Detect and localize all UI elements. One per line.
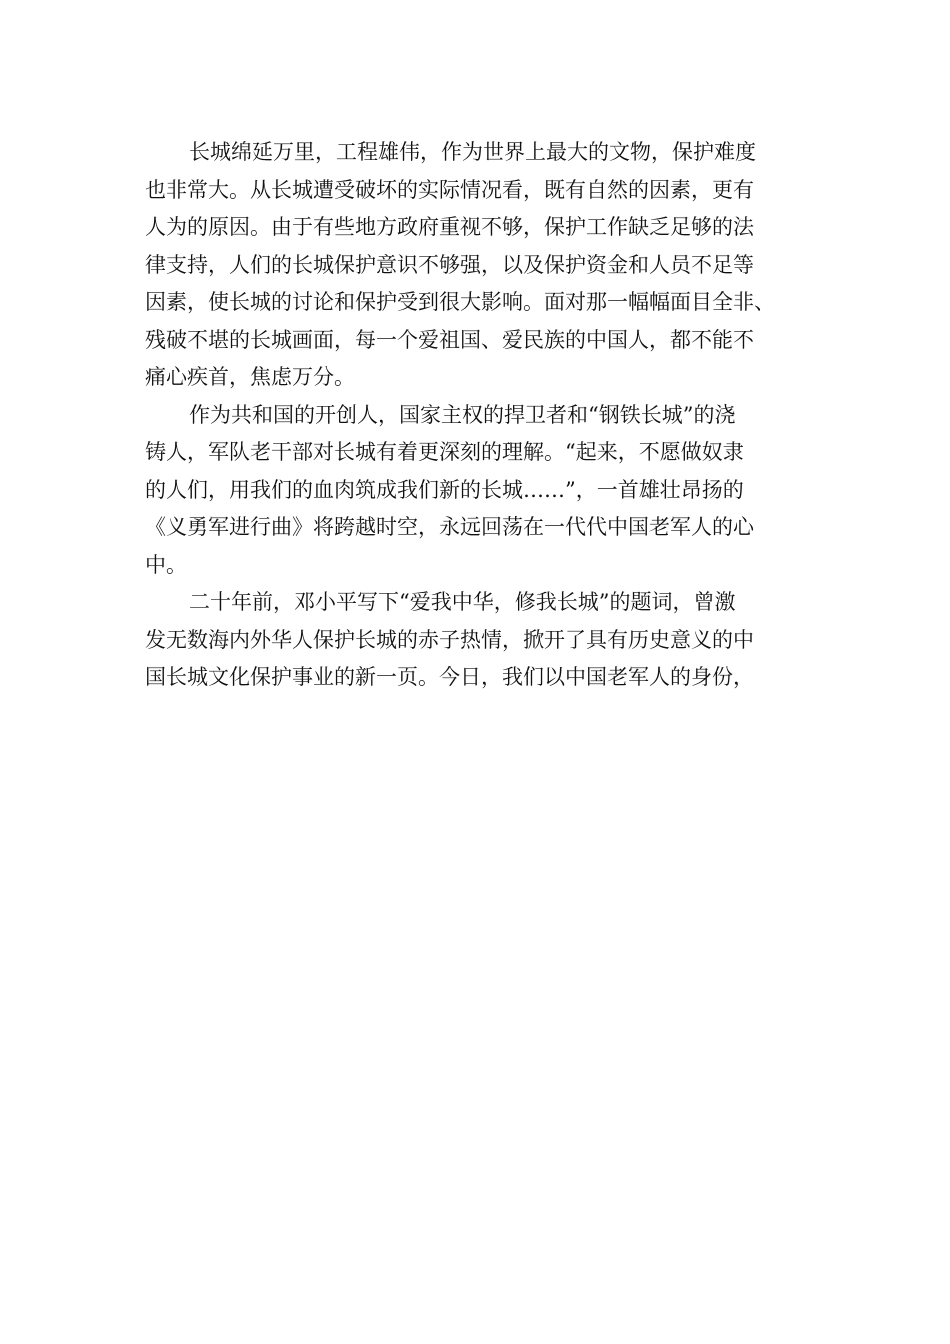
paragraph-2-line-2: 铸人，军队老干部对长城有着更深刻的理解。“起来，不愿做奴隶 (145, 440, 744, 464)
paragraph-1-line-4: 律支持，人们的长城保护意识不够强，以及保护资金和人员不足等 (145, 252, 754, 277)
paragraph-3-line-1: 二十年前，邓小平写下“爱我中华，修我长城”的题词，曾激 (189, 590, 736, 614)
paragraph-2-line-3: 的人们，用我们的血肉筑成我们新的长城……”，一首雄壮昂扬的 (145, 477, 744, 502)
paragraph-1-line-3: 人为的原因。由于有些地方政府重视不够，保护工作缺乏足够的法 (145, 215, 754, 239)
paragraph-2-line-5: 中。 (145, 552, 187, 577)
paragraph-2-line-4: 《义勇军进行曲》将跨越时空，永远回荡在一代代中国老军人的心 (145, 515, 754, 539)
paragraph-1-line-7: 痛心疾首，焦虑万分。 (145, 365, 355, 389)
paragraph-2-line-1: 作为共和国的开创人，国家主权的捍卫者和“钢铁长城”的浇 (189, 402, 736, 427)
paragraph-3-line-3: 国长城文化保护事业的新一页。今日，我们以中国老军人的身份， (145, 665, 754, 689)
paragraph-1-line-5: 因素，使长城的讨论和保护受到很大影响。面对那一幅幅面目全非、 (145, 290, 775, 314)
paragraph-1-line-1: 长城绵延万里，工程雄伟，作为世界上最大的文物，保护难度 (189, 140, 756, 164)
paragraph-1-line-6: 残破不堪的长城画面，每一个爱祖国、爱民族的中国人，都不能不 (145, 327, 754, 352)
paragraph-1-line-2: 也非常大。从长城遭受破坏的实际情况看，既有自然的因素，更有 (145, 177, 754, 202)
document-body (145, 134, 810, 697)
paragraph-3-line-2: 发无数海内外华人保护长城的赤子热情，掀开了具有历史意义的中 (145, 627, 754, 652)
